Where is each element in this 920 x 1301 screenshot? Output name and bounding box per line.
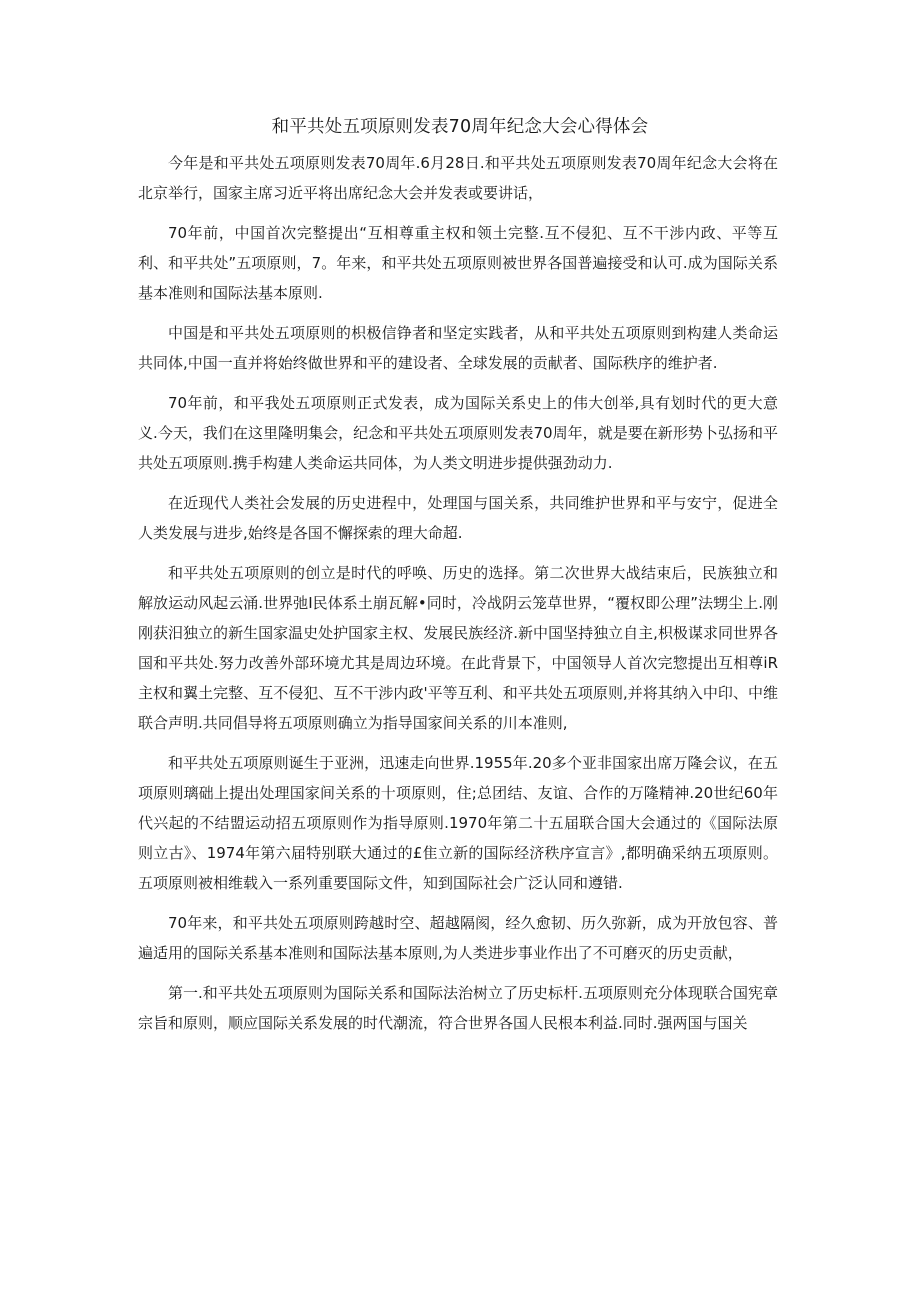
document-title: 和平共处五项原则发表70周年纪念大会心得体会 bbox=[271, 117, 649, 137]
paragraph-2: 70年前，中国首次完整提出“互相尊重主权和领土完整.互不侵犯、互不干涉内政、平等互利、和平共处”五项原则，7。年来，和平共处五项原则被世界各国普遍接受和认可.成为国际关系基本准则和国际法基本原则. bbox=[138, 224, 778, 302]
paragraph-9: 第一.和平共处五项原则为国际关系和国际法治树立了历史标杆.五项原则充分体现联合国宪章宗旨和原则，顺应国际关系发展的时代潮流，符合世界各国人民根本利益.同时.强两国与国关 bbox=[138, 984, 778, 1032]
paragraph-1: 今年是和平共处五项原则发表70周年.6月28日.和平共处五项原则发表70周年纪念大会将在北京举行，国家主席习近平将出席纪念大会并发表或要讲话， bbox=[138, 154, 778, 202]
paragraph-4: 70年前，和平我处五项原则正式发表，成为国际关系史上的伟大创举,具有划时代的更大意义.今天，我们在这里隆明集会，纪念和平共处五项原则发表70周年，就是要在新形势卜弘扬和平共处五项原则.携手构建人类命运共同体，为人类文明进步提供强劲动力. bbox=[138, 394, 778, 472]
document-body bbox=[138, 148, 778, 1048]
paragraph-6: 和平共处五项原则的创立是时代的呼唤、历史的选择。第二次世界大战结束后，民族独立和解放运动风起云涌.世界弛I民体系土崩瓦解•同时，冷战阴云笼草世界，“覆权即公理”法甥尘上.刚刚获汨独立的新生国家温史处护国家主权、发展民族经济.新中国坚持独立自主,枳极谋求同世界各国和平共处.努力改善外部环境尤其是周边环境。在此背景下，中国领导人首次完惣提出互相尊iR主权和翼土完整、互不侵犯、互不干涉内政'平等互利、和平共处五项原则,并将其纳入中印、中维联合声明.共同倡导将五项原则确立为指导国家间关系的川本准则, bbox=[138, 564, 778, 732]
paragraph-8: 70年来，和平共处五项原则跨越时空、超越隔阂，经久愈韧、历久弥新，成为开放包容、普遍适用的国际关系基本准则和国际法基本原则,为人类进步事业作出了不可磨灭的历史贡献， bbox=[138, 914, 778, 962]
paragraph-7: 和平共处五项原则诞生于亚洲，迅速走向世界.1955年.20多个亚非国家出席万隆会议，在五项原则璃础上提出处理国家间关系的十项原则，住;总团结、友谊、合作的万隆精神.20世纪60年代兴起的不结盟运动招五项原则作为指导原则.1970年第二十五届联合国大会通过的《国际法原则立古》、1974年第六届特别联大通过的£隹立新的国际经济秩序宣言》,都明确采纳五项原则。五项原则被相维载入一系列重要国际文件，知到国际社会广泛认同和遵错. bbox=[138, 754, 778, 892]
paragraph-5: 在近现代人类社会发展的历史进程中，处理国与国关系，共同维护世界和平与安宁，促进全人类发展与进步,始终是各国不懈探索的理大命超. bbox=[138, 494, 778, 542]
paragraph-3: 中国是和平共处五项原则的枳极信铮者和坚定实践者，从和平共处五项原则到构建人类命运共同体,中国一直并将始终做世界和平的建设者、全球发展的贡献者、国际秩序的维护者. bbox=[138, 324, 778, 372]
